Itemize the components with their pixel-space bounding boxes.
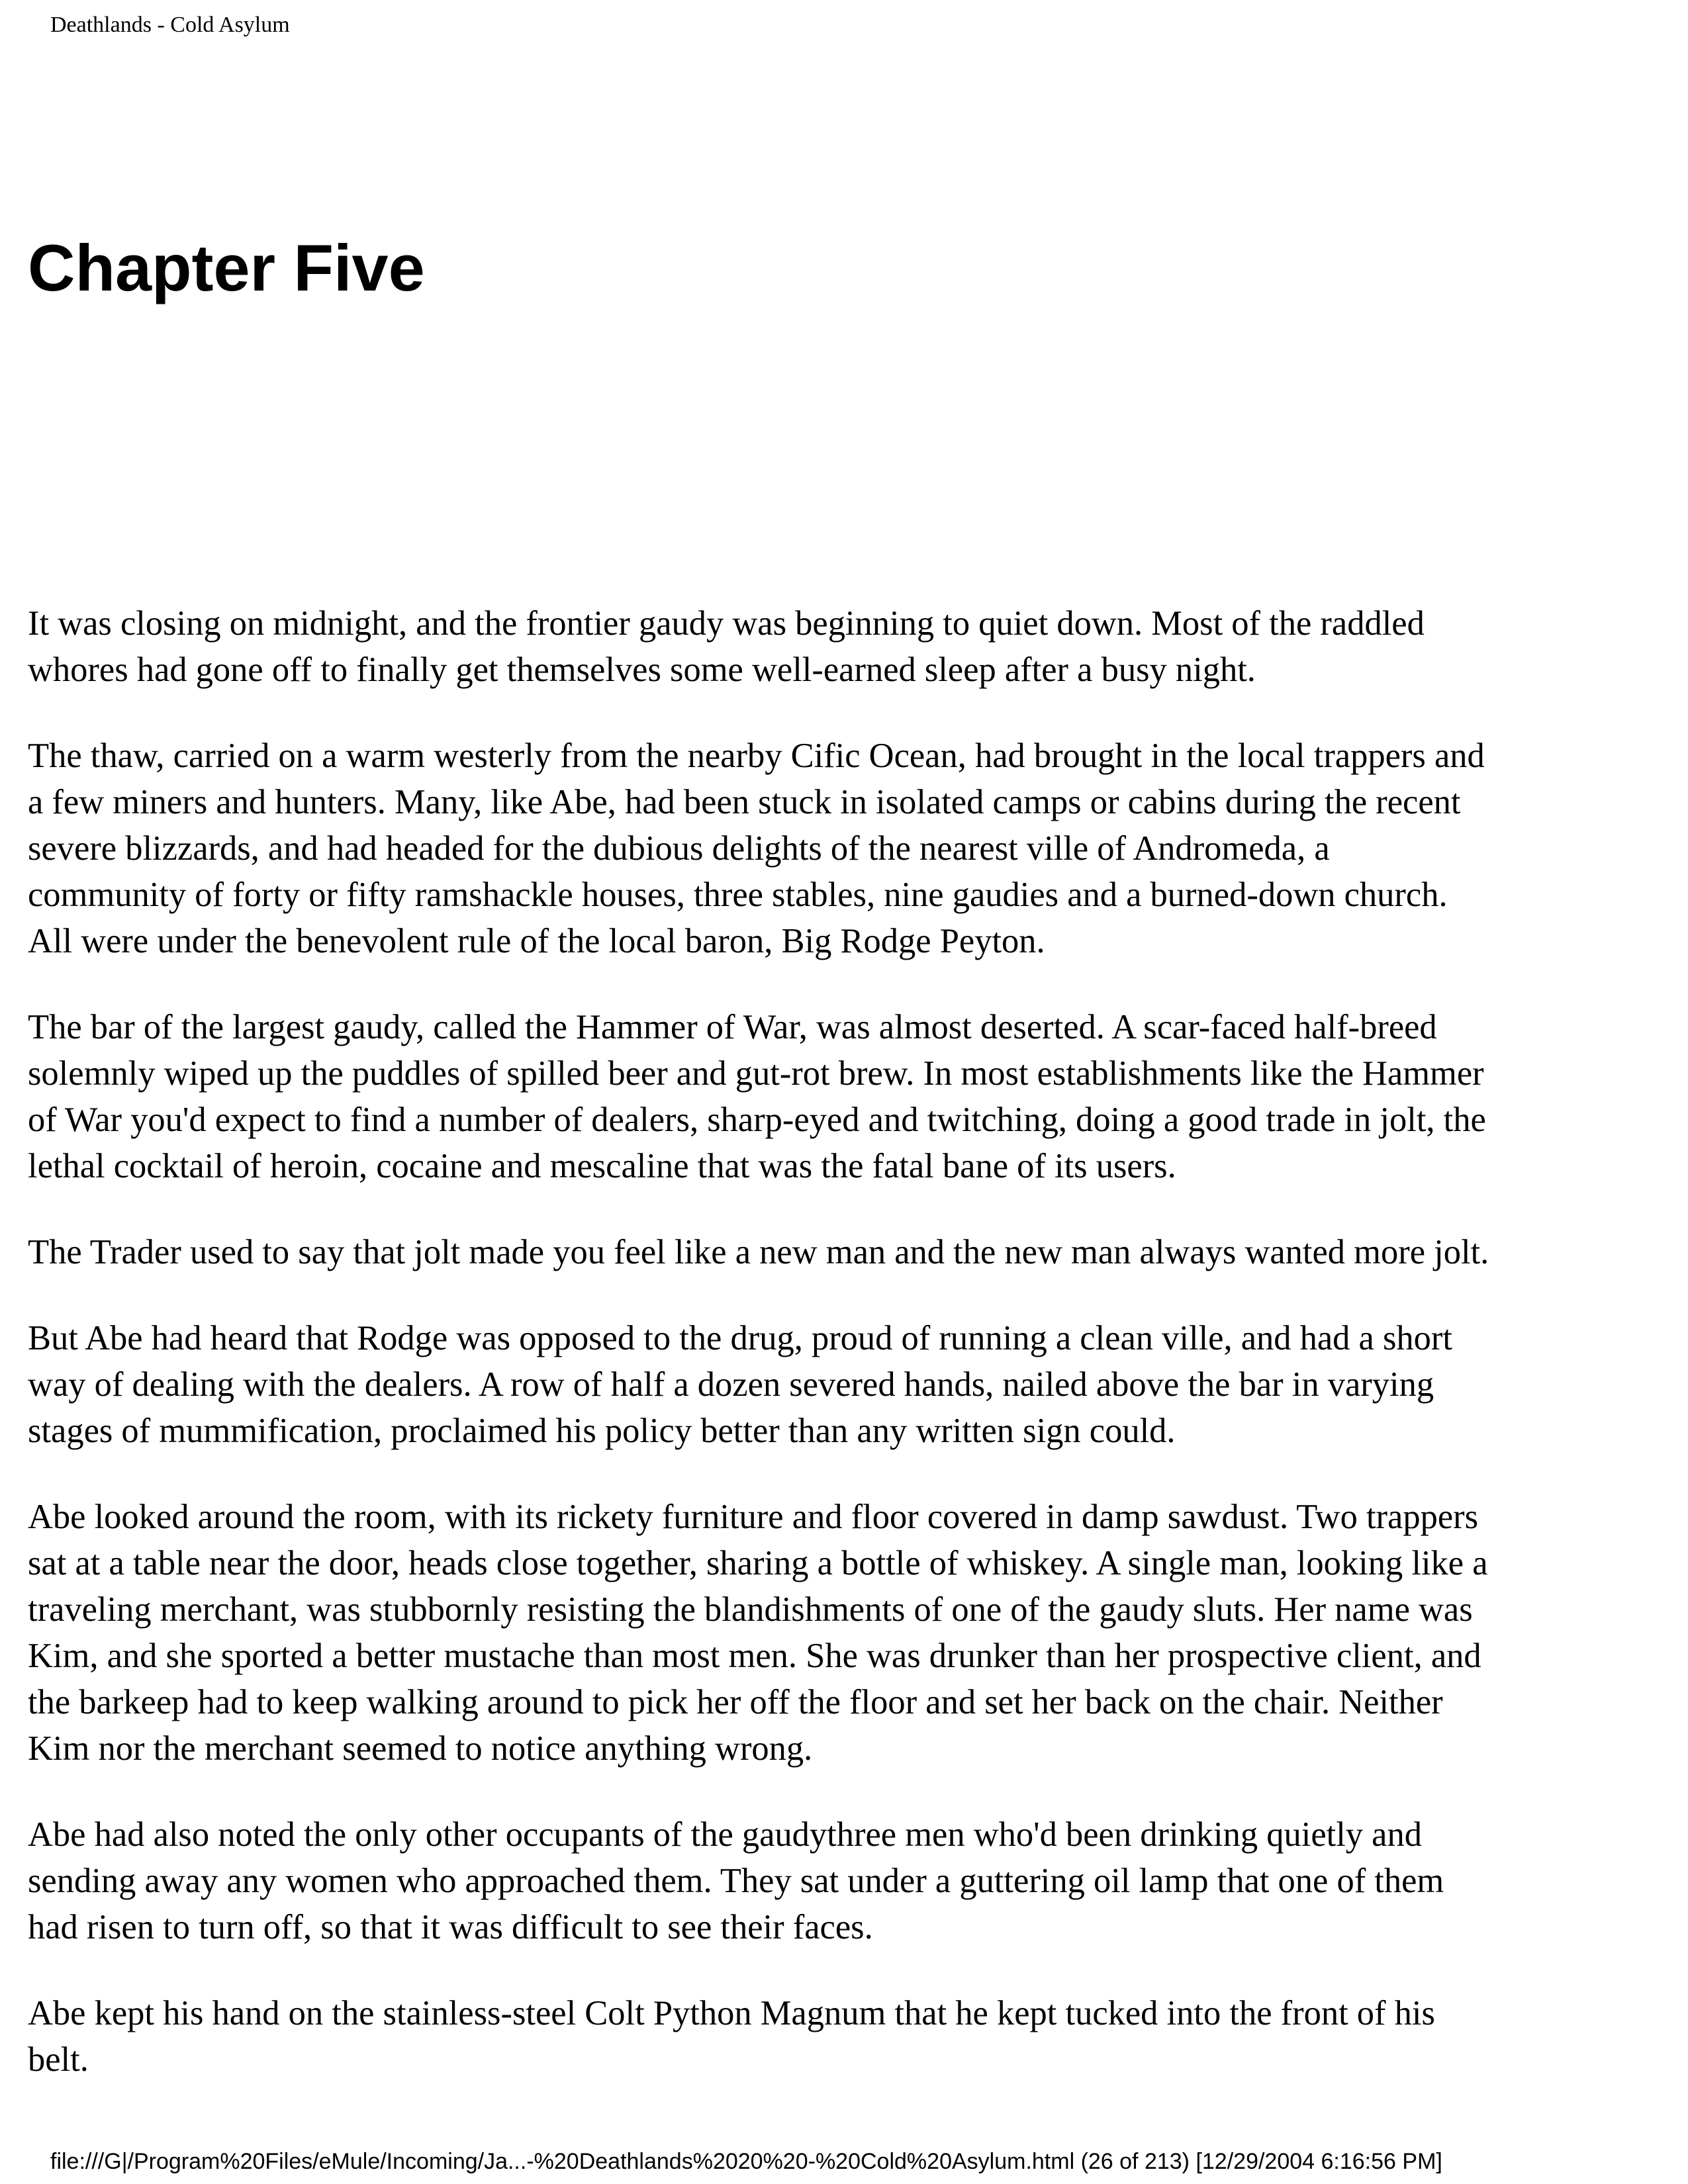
text-line: had risen to turn off, so that it was difficult to see their faces. (28, 1908, 873, 1946)
text-line: community of forty or fifty ramshackle houses, three stables, nine gaudies and a burned-down church. (28, 876, 1448, 914)
paragraph (28, 1004, 1663, 1189)
text-line: solemnly wiped up the puddles of spilled beer and gut-rot brew. In most establishments like the Hammer (28, 1054, 1484, 1093)
text-line: All were under the benevolent rule of the local baron, Big Rodge Peyton. (28, 922, 1045, 960)
text-line: Abe looked around the room, with its rickety furniture and floor covered in damp sawdust. Two trappers (28, 1498, 1479, 1536)
chapter-body (28, 600, 1663, 2122)
paragraph (28, 600, 1663, 693)
page-header: Deathlands - Cold Asylum (50, 13, 290, 37)
text-line: way of dealing with the dealers. A row of half a dozen severed hands, nailed above the bar in varying (28, 1365, 1434, 1404)
text-line: whores had gone off to finally get themselves some well-earned sleep after a busy night. (28, 651, 1256, 689)
text-line: But Abe had heard that Rodge was opposed to the drug, proud of running a clean ville, and had a short (28, 1319, 1452, 1357)
text-line: lethal cocktail of heroin, cocaine and mescaline that was the fatal bane of its users. (28, 1147, 1176, 1185)
text-line: the barkeep had to keep walking around to pick her off the floor and set her back on the chair. Neither (28, 1683, 1443, 1721)
text-line: of War you'd expect to find a number of dealers, sharp-eyed and twitching, doing a good trade in jolt, the (28, 1101, 1486, 1139)
paragraph (28, 1990, 1663, 2083)
text-line: Kim nor the merchant seemed to notice anything wrong. (28, 1729, 813, 1768)
text-line: Abe had also noted the only other occupants of the gaudythree men who'd been drinking quietly and (28, 1815, 1422, 1854)
text-line: stages of mummification, proclaimed his policy better than any written sign could. (28, 1412, 1176, 1450)
text-line: The thaw, carried on a warm westerly from the nearby Cific Ocean, had brought in the local trappers and (28, 737, 1485, 775)
text-line: Kim, and she sported a better mustache than most men. She was drunker than her prospective client, and (28, 1637, 1481, 1675)
text-line: sat at a table near the door, heads close together, sharing a bottle of whiskey. A single man, looking like a (28, 1544, 1488, 1582)
paragraph (28, 1315, 1663, 1454)
paragraph (28, 1494, 1663, 1772)
chapter-title: Chapter Five (28, 231, 425, 304)
paragraph (28, 1229, 1663, 1275)
page-footer-url: file:///G|/Program%20Files/eMule/Incoming/Ja...-%20Deathlands%2020%20-%20Cold%20Asylum.html (26 of 213) [12/29/2004 6:16:56 PM] (50, 2149, 1442, 2174)
text-line: The bar of the largest gaudy, called the Hammer of War, was almost deserted. A scar-faced half-breed (28, 1008, 1437, 1046)
paragraph (28, 733, 1663, 964)
text-line: severe blizzards, and had headed for the dubious delights of the nearest ville of Andromeda, a (28, 829, 1330, 868)
text-line: traveling merchant, was stubbornly resisting the blandishments of one of the gaudy sluts. Her name was (28, 1590, 1473, 1629)
text-line: Abe kept his hand on the stainless-steel Colt Python Magnum that he kept tucked into the front of his (28, 1994, 1435, 2032)
text-line: It was closing on midnight, and the frontier gaudy was beginning to quiet down. Most of the raddled (28, 604, 1425, 643)
text-line: The Trader used to say that jolt made you feel like a new man and the new man always wanted more jolt. (28, 1233, 1489, 1271)
text-line: belt. (28, 2040, 89, 2079)
paragraph (28, 1811, 1663, 1950)
text-line: sending away any women who approached them. They sat under a guttering oil lamp that one of them (28, 1862, 1444, 1900)
text-line: a few miners and hunters. Many, like Abe, had been stuck in isolated camps or cabins during the recent (28, 783, 1461, 821)
